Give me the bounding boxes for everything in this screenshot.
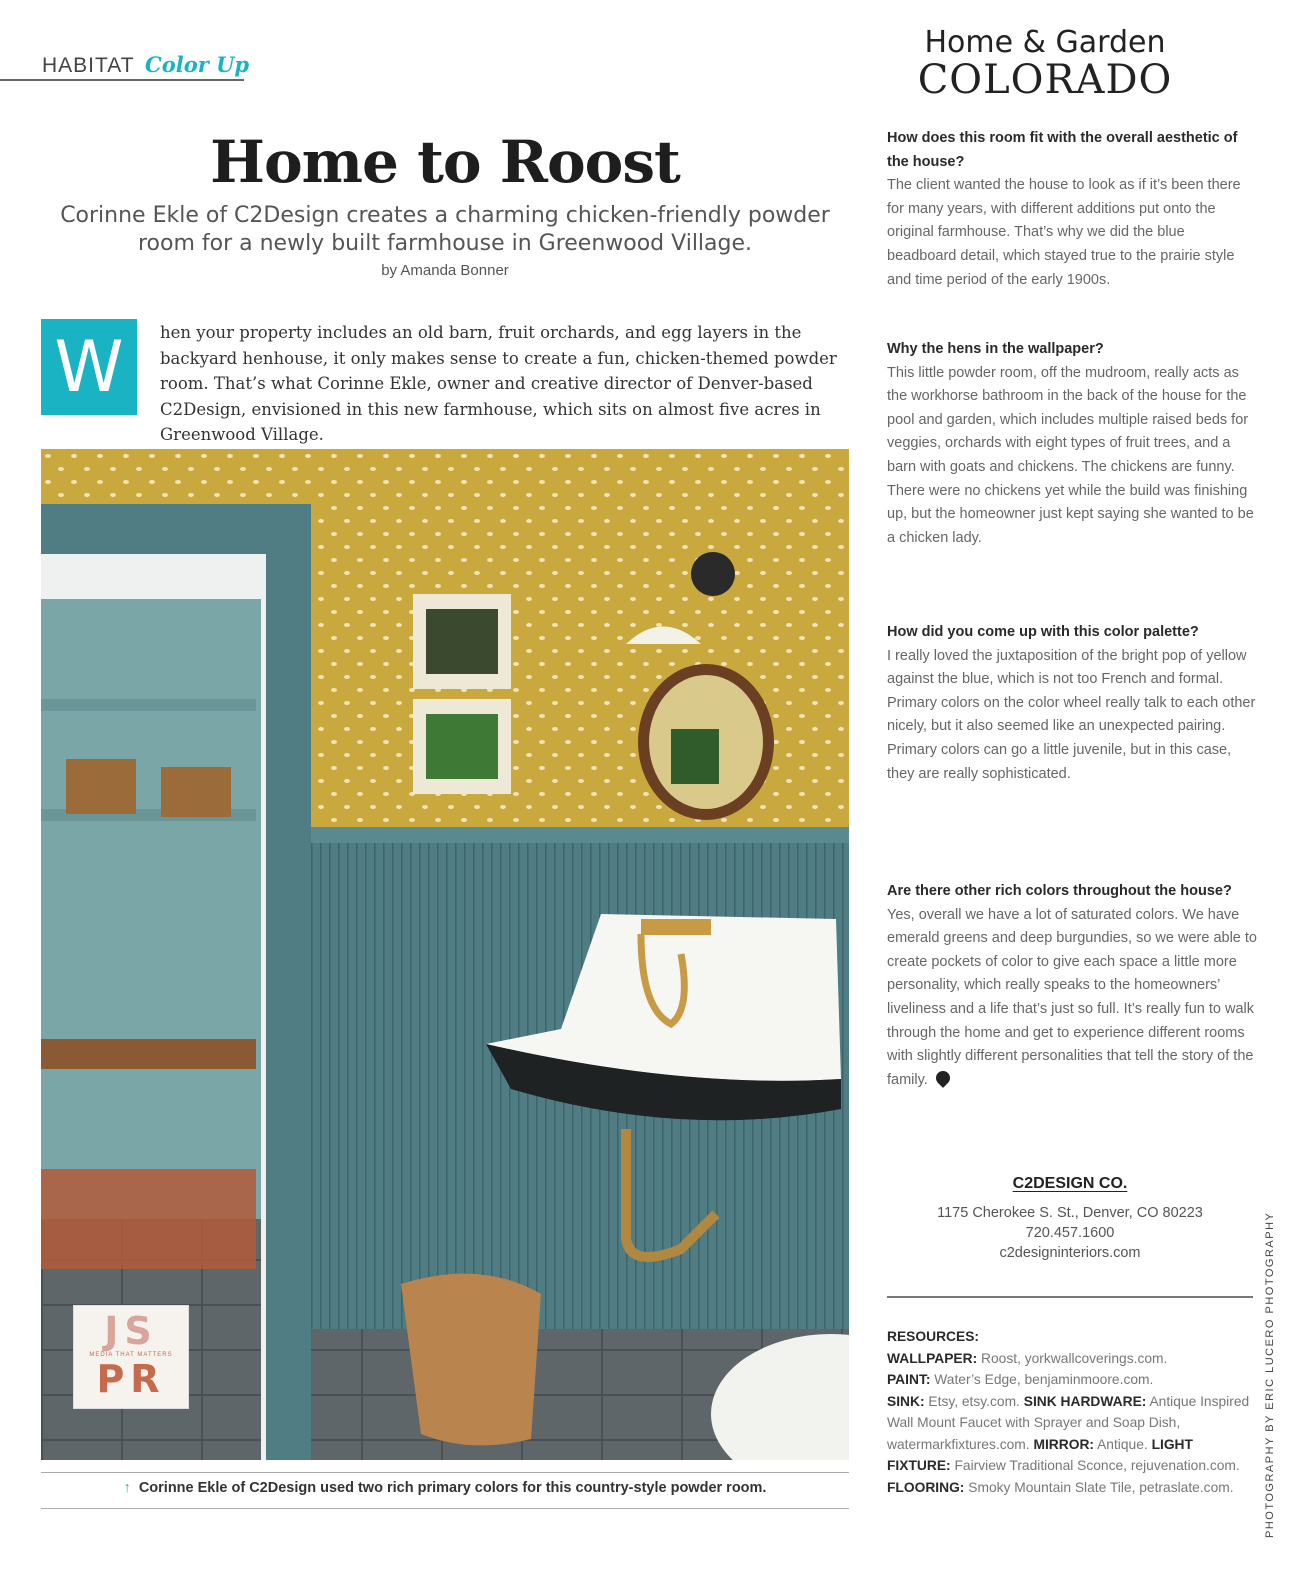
intro-paragraph: hen your property includes an old barn, fruit orchards, and egg layers in the backyard henhouse, it only makes sense to create a fun, chicken-themed powder room. That’s what Corinne Ekle, owner and creative director of Denver-based C2Design, envisioned in this new farmhouse, which sits on almost five acres in Greenwood Village.	[160, 323, 837, 444]
section-name: HABITAT	[42, 54, 135, 77]
resource-label: SINK HARDWARE:	[1023, 1393, 1147, 1409]
resource-label: LIGHT FIXTURE:	[887, 1436, 1193, 1473]
resources-heading: RESOURCES:	[887, 1329, 979, 1344]
qa-question: Are there other rich colors throughout the house?	[887, 883, 1232, 899]
leaf-end-mark-icon	[933, 1068, 953, 1088]
photo-caption	[41, 1480, 849, 1496]
qa-answer: This little powder room, off the mudroom, really acts as the workhorse bathroom in the back of the house for the pool and garden, which includes multiple raised beds for veggies, orchards with eight types of fruit trees, and a barn with goats and chickens. The chickens are funny. There were no chickens yet while the build was finishing up, but the homeowner just kept saying she wanted to be a chicken lady.	[887, 364, 1254, 546]
caption-arrow-icon: ↑	[123, 1480, 131, 1496]
caption-text: Corinne Ekle of C2Design used two rich primary colors for this country-style powder room.	[138, 1480, 767, 1496]
watermark-top: JS	[104, 1309, 158, 1353]
qa-answer: The client wanted the house to look as if it’s been there for many years, with different additions put onto the original farmhouse. That’s why we did the blue beadboard detail, which stayed true to the prairie style and time period of the early 1900s.	[887, 177, 1241, 288]
company-name: C2DESIGN CO.	[1012, 1175, 1128, 1192]
company-phone: 720.457.1600	[1025, 1225, 1115, 1241]
company-website: c2designinteriors.com	[999, 1245, 1141, 1261]
magazine-logo	[905, 25, 1185, 103]
qa-block-4	[887, 880, 1257, 1092]
resource-text: Antique.	[1097, 1436, 1148, 1452]
qa-answer	[887, 904, 1257, 1093]
resources-rule	[887, 1296, 1253, 1298]
photo-credit: PHOTOGRAPHY BY ERIC LUCERO PHOTOGRAPHY	[1264, 1211, 1276, 1538]
watermark-tagline: MEDIA THAT MATTERS	[89, 1352, 173, 1358]
resources-list	[887, 1326, 1253, 1498]
jspr-watermark	[73, 1305, 189, 1409]
header-rule	[0, 79, 244, 81]
resource-label: FLOORING:	[887, 1479, 965, 1495]
article-deck: Corinne Ekle of C2Design creates a charming chicken-friendly powder room for a newly built farmhouse in Greenwood Village.	[60, 203, 830, 256]
company-info	[887, 1175, 1253, 1263]
article-byline: by Amanda Bonner	[381, 262, 509, 279]
watermark-bottom: PR	[96, 1357, 166, 1401]
resource-label: MIRROR:	[1033, 1436, 1094, 1452]
resource-text: Fairview Traditional Sconce, rejuvenation.com.	[954, 1458, 1240, 1473]
qa-question: Why the hens in the wallpaper?	[887, 341, 1104, 357]
article-title: Home to Roost	[210, 128, 680, 196]
caption-rule-bottom	[41, 1508, 849, 1509]
qa-answer: I really loved the juxtaposition of the bright pop of yellow against the blue, which is not too French and formal. Primary colors on the color wheel really talk to each other nicely, but it also seemed like an unexpected pairing. Primary colors can go a little juvenile, but in this case, they are really sophisticated.	[887, 647, 1256, 782]
section-accent: Color Up	[145, 52, 250, 77]
qa-question: How did you come up with this color palette?	[887, 624, 1199, 640]
resource-text: Etsy, etsy.com.	[928, 1393, 1020, 1409]
resource-text: Smoky Mountain Slate Tile, petraslate.com.	[968, 1479, 1234, 1495]
company-address: 1175 Cherokee S. St., Denver, CO 80223	[937, 1205, 1203, 1221]
resource-label: PAINT:	[887, 1372, 931, 1387]
qa-answer-text: Yes, overall we have a lot of saturated colors. We have emerald greens and deep burgundies, so we were able to create pockets of color to give each space a little more personality, which really speaks to the homeowners’ liveliness and a life that’s just so full. It’s really fun to walk through the home and get to experience different rooms with slightly different personalities that tell the story of the family.	[887, 906, 1257, 1088]
qa-question: How does this room fit with the overall aesthetic of the house?	[887, 130, 1238, 170]
resource-text: Antique Inspired Wall Mount Faucet with Sprayer and Soap Dish, watermarkfixtures.com.	[887, 1393, 1250, 1452]
resource-label: WALLPAPER:	[887, 1350, 978, 1366]
logo-line-2: COLORADO	[917, 57, 1173, 103]
resource-label: SINK:	[887, 1393, 925, 1409]
qa-block-2	[887, 338, 1257, 550]
resource-text: Water’s Edge, benjaminmoore.com.	[934, 1372, 1154, 1387]
qa-block-3	[887, 621, 1257, 786]
logo-line-1: Home & Garden	[924, 25, 1166, 60]
section-label	[42, 52, 249, 78]
drop-cap: W	[41, 319, 137, 415]
caption-rule-top	[41, 1472, 849, 1473]
resource-text: Roost, yorkwallcoverings.com.	[981, 1350, 1168, 1366]
qa-block-1	[887, 127, 1257, 292]
